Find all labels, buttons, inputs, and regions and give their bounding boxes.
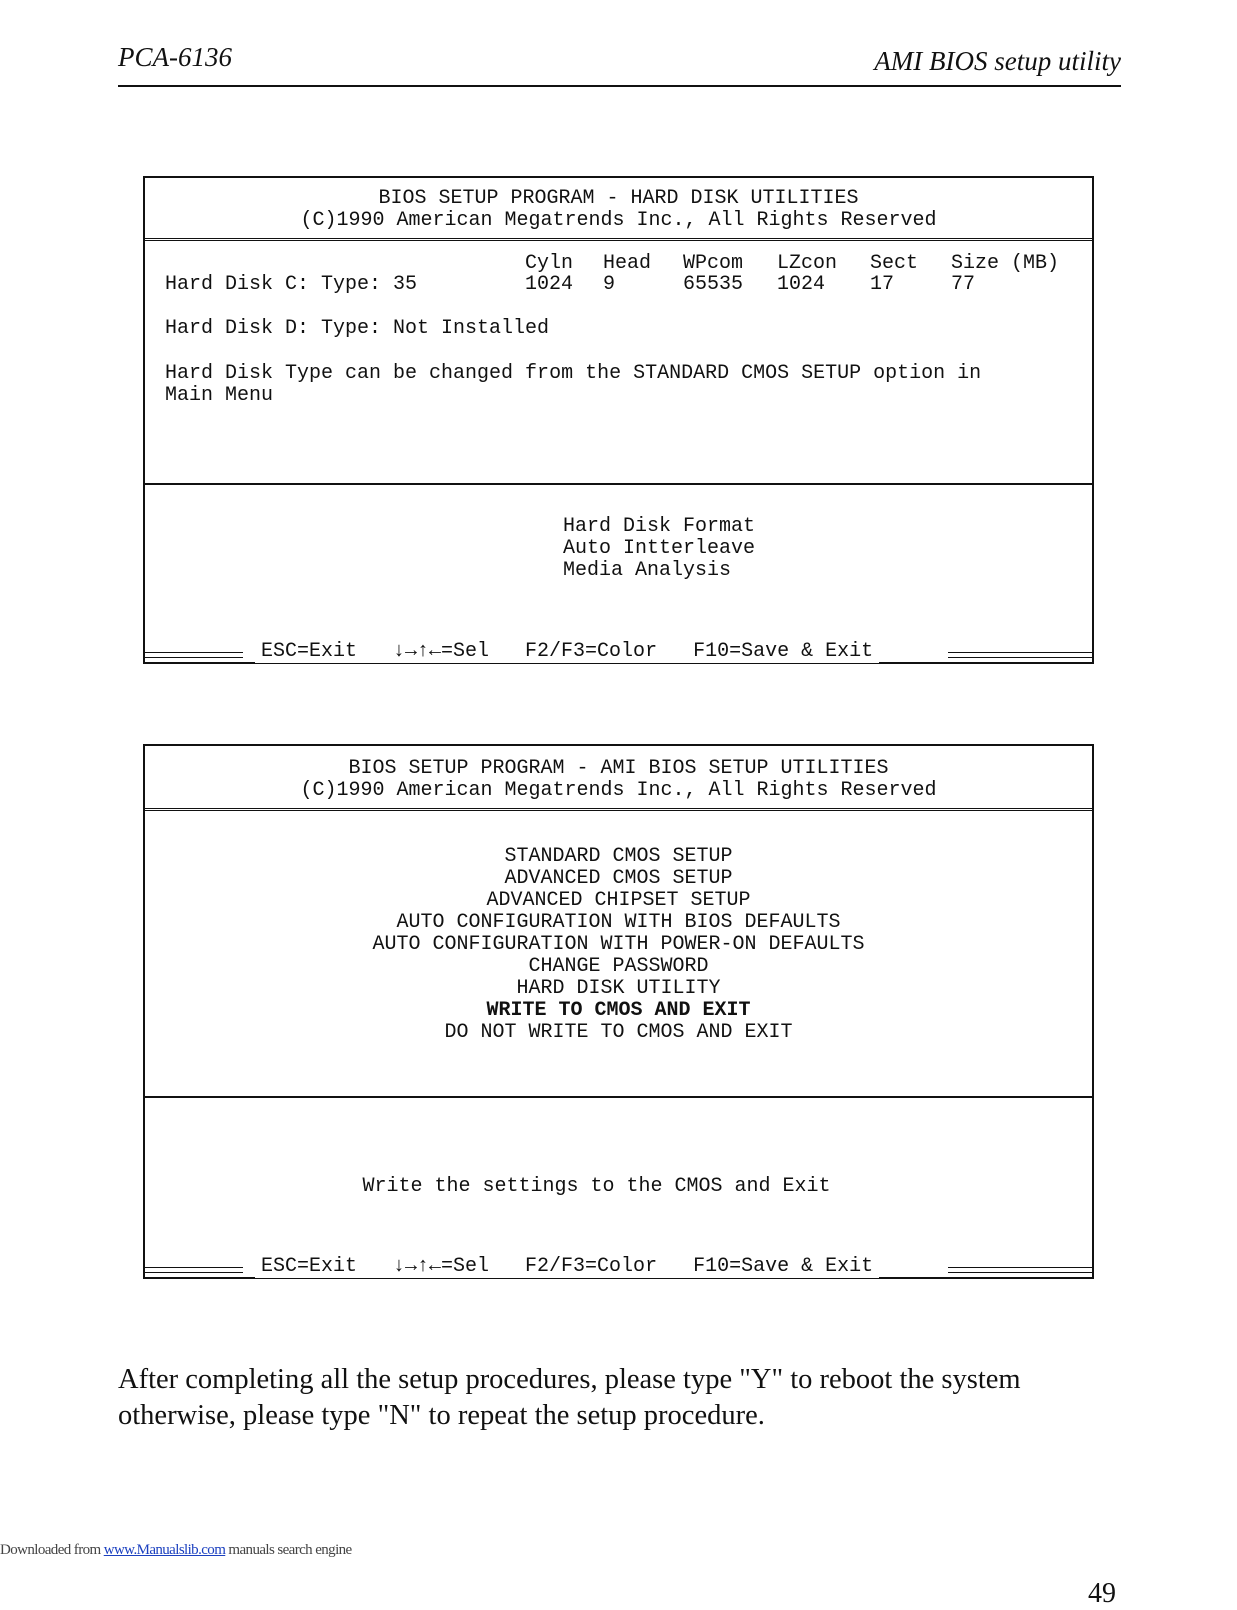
hdd-screen-titlebar [145,178,1092,241]
col-header-lzcon: LZcon [777,252,838,275]
reboot-instructions-line1: After completing all the setup procedures, please type "Y" to reboot the system [118,1364,1021,1395]
col-header-sect: Sect [870,252,919,275]
menu-item-auto-interleave[interactable]: Auto Intterleave [563,537,756,560]
disk-d-label: Hard Disk D: Type: Not Installed [165,317,550,340]
hdd-type-note-line2: Main Menu [165,384,274,407]
hdd-screen-copyright: (C)1990 American Megatrends Inc., All Rights Reserved [300,209,937,232]
menu-item-hard-disk-utility[interactable]: HARD DISK UTILITY [516,977,721,1000]
header-rule [118,85,1121,87]
download-note-prefix: Downloaded from [0,1542,104,1558]
menu-item-change-password[interactable]: CHANGE PASSWORD [528,955,709,978]
disk-c-sect: 17 [870,273,895,296]
menu-item-standard-cmos-setup[interactable]: STANDARD CMOS SETUP [504,845,733,868]
main-screen-titlebar [145,746,1092,811]
hdd-utilities-screen [143,176,1094,664]
menu-item-advanced-chipset-setup[interactable]: ADVANCED CHIPSET SETUP [486,889,751,912]
doc-header-title: AMI BIOS setup utility [874,46,1121,76]
keybar-line-right [948,652,1094,658]
menu-item-do-not-write-to-cmos-and-exit[interactable]: DO NOT WRITE TO CMOS AND EXIT [444,1021,793,1044]
main-screen-key-hints: ESC=Exit ↓→↑←=Sel F2/F3=Color F10=Save & Exit [255,1256,879,1278]
reboot-instructions [118,1362,1128,1434]
disk-c-head: 9 [603,273,616,296]
menu-item-advanced-cmos-setup[interactable]: ADVANCED CMOS SETUP [504,867,733,890]
keybar-line-right [948,1267,1094,1273]
col-header-wpcom: WPcom [683,252,744,275]
main-screen-copyright: (C)1990 American Megatrends Inc., All Rights Reserved [300,779,937,802]
disk-c-size: 77 [951,273,976,296]
main-screen-status-text: Write the settings to the CMOS and Exit [362,1175,831,1198]
col-header-cyln: Cyln [525,252,574,275]
menu-item-write-to-cmos-and-exit[interactable]: WRITE TO CMOS AND EXIT [486,999,751,1022]
page-number: 49 [1088,1578,1116,1609]
main-screen-keybar [143,1255,1094,1279]
download-note-suffix: manuals search engine [225,1542,352,1558]
menu-item-auto-config-power-on-defaults[interactable]: AUTO CONFIGURATION WITH POWER-ON DEFAULTS [372,933,865,956]
disk-c-cyln: 1024 [525,273,574,296]
menu-item-auto-config-bios-defaults[interactable]: AUTO CONFIGURATION WITH BIOS DEFAULTS [396,911,841,934]
reboot-instructions-line2: otherwise, please type "N" to repeat the setup procedure. [118,1400,765,1431]
download-note [0,1542,352,1559]
menu-item-hard-disk-format[interactable]: Hard Disk Format [563,515,756,538]
disk-c-lzcon: 1024 [777,273,826,296]
hdd-screen-key-hints: ESC=Exit ↓→↑←=Sel F2/F3=Color F10=Save & Exit [255,641,879,663]
hdd-type-note-line1: Hard Disk Type can be changed from the STANDARD CMOS SETUP option in [165,362,982,385]
menu-item-media-analysis[interactable]: Media Analysis [563,559,732,582]
manualslib-link[interactable]: www.Manualslib.com [103,1542,226,1558]
hdd-screen-keybar [143,640,1094,664]
col-header-size: Size (MB) [951,252,1060,275]
main-screen-divider [145,1096,1092,1098]
hdd-screen-title: BIOS SETUP PROGRAM - HARD DISK UTILITIES [378,187,859,210]
main-setup-screen [143,744,1094,1279]
hdd-screen-divider [145,483,1092,485]
disk-c-label: Hard Disk C: Type: 35 [165,273,418,296]
main-screen-title: BIOS SETUP PROGRAM - AMI BIOS SETUP UTILITIES [348,757,889,780]
keybar-line-left [143,1267,243,1273]
doc-header-model: PCA-6136 [118,42,232,72]
col-header-head: Head [603,252,652,275]
disk-c-wpcom: 65535 [683,273,744,296]
keybar-line-left [143,652,243,658]
